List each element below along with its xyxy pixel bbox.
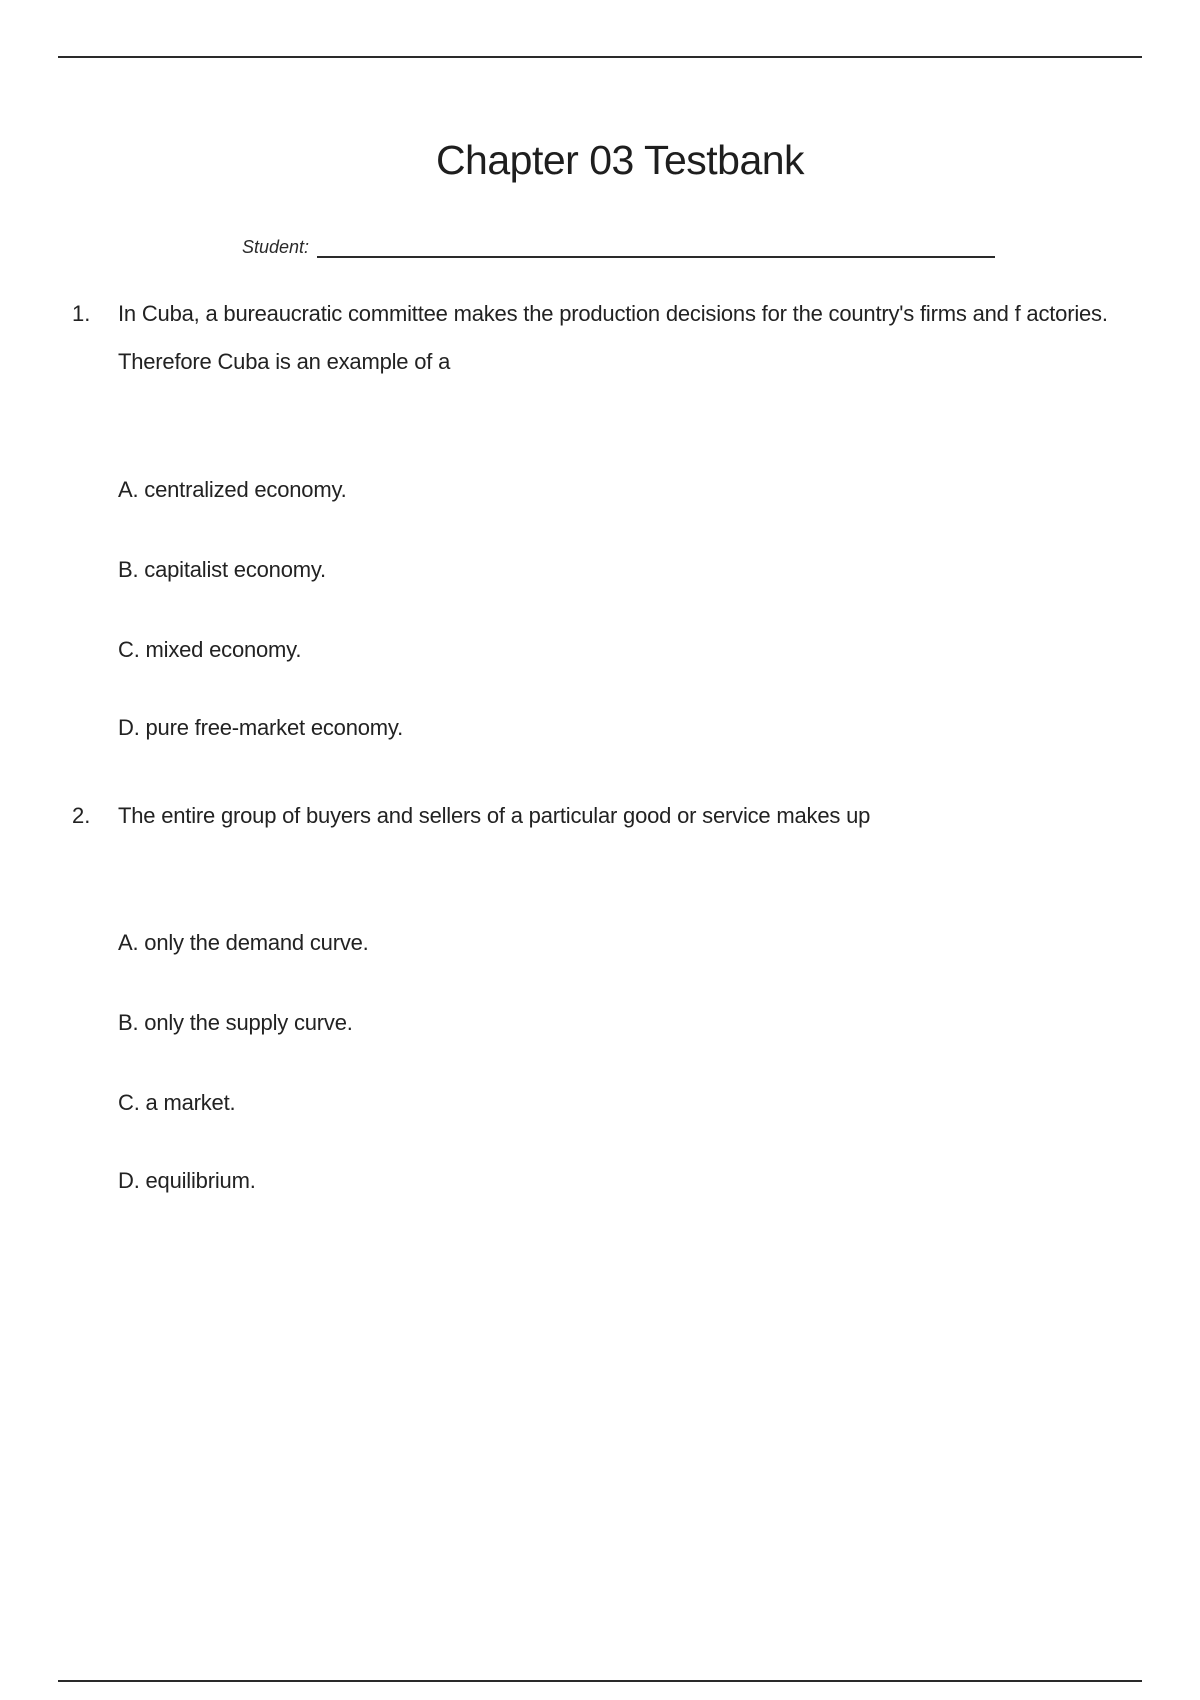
question-stem: In Cuba, a bureaucratic committee makes the production decisions for the country's firms and f actories. Therefore Cuba is an example of a bbox=[118, 301, 1108, 374]
page-title: Chapter 03 Testbank bbox=[435, 137, 805, 183]
option-b[interactable]: B. capitalist economy. bbox=[118, 557, 326, 582]
question-number: 2. bbox=[72, 803, 91, 828]
option-c[interactable]: C. mixed economy. bbox=[118, 637, 302, 662]
student-field bbox=[242, 236, 995, 258]
student-label: Student: bbox=[242, 237, 310, 257]
question-2 bbox=[72, 792, 1132, 1212]
question-1 bbox=[72, 290, 1132, 750]
option-a[interactable]: A. centralized economy. bbox=[118, 477, 347, 502]
option-d[interactable]: D. pure free-market economy. bbox=[118, 715, 403, 740]
bottom-rule bbox=[58, 1680, 1142, 1682]
question-stem: The entire group of buyers and sellers of a particular good or service makes up bbox=[118, 803, 871, 828]
option-c[interactable]: C. a market. bbox=[118, 1090, 236, 1115]
option-b[interactable]: B. only the supply curve. bbox=[118, 1010, 353, 1035]
top-rule bbox=[58, 56, 1142, 58]
question-number: 1. bbox=[72, 301, 91, 326]
option-d[interactable]: D. equilibrium. bbox=[118, 1168, 256, 1193]
option-a[interactable]: A. only the demand curve. bbox=[118, 930, 369, 955]
student-name-line[interactable] bbox=[317, 256, 995, 258]
